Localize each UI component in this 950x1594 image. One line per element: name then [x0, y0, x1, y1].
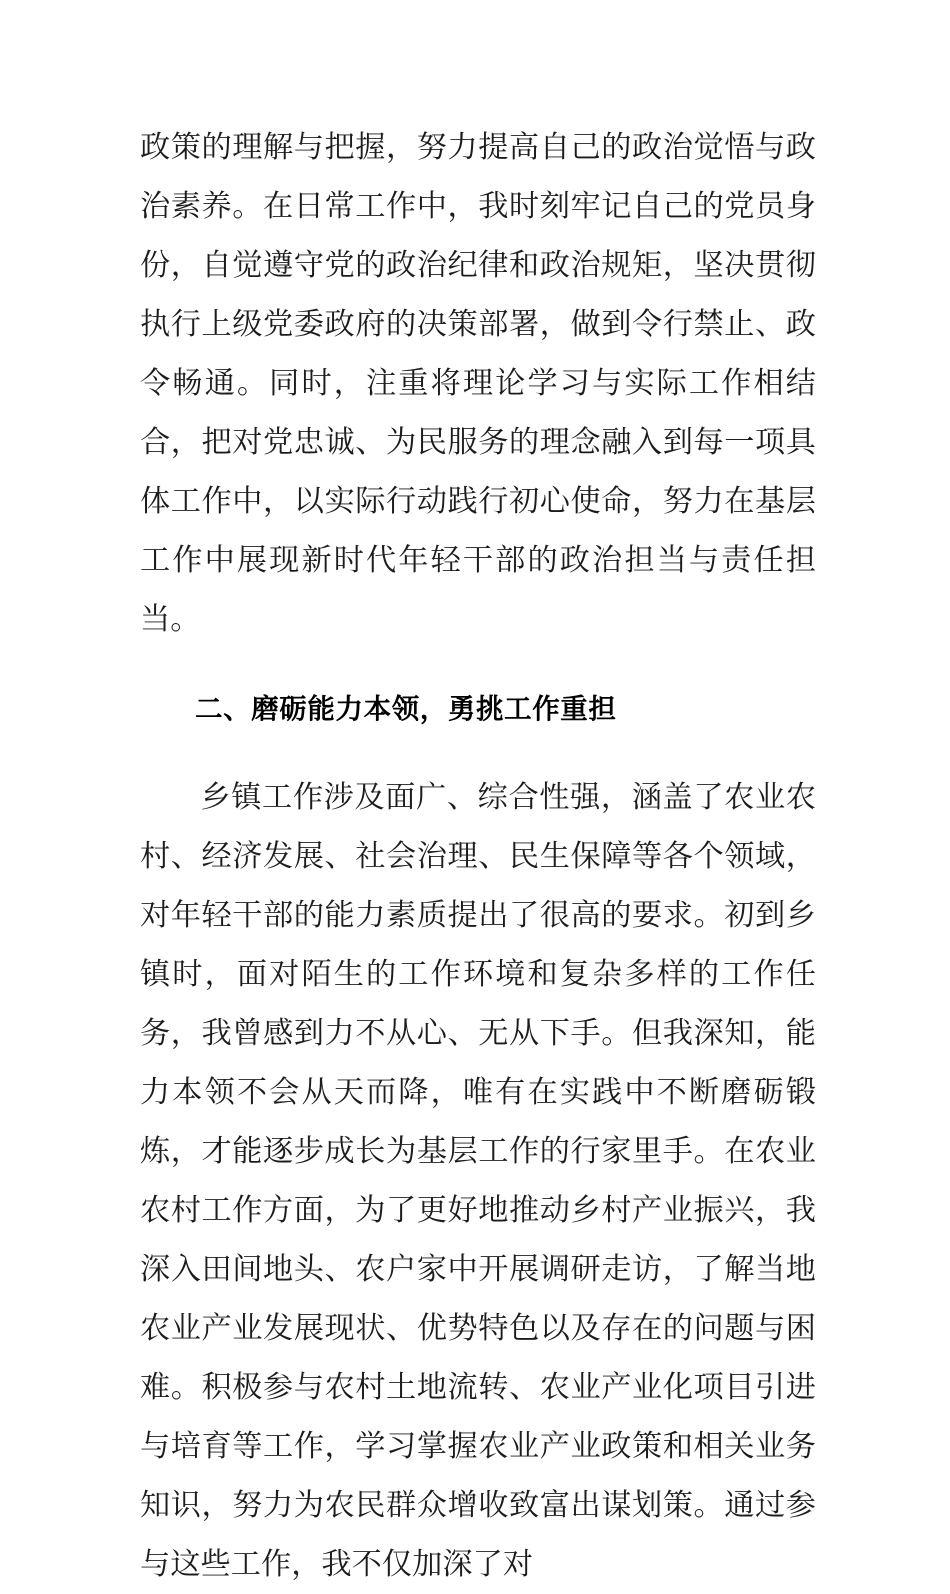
section-heading-two: 二、磨砺能力本领，勇挑工作重担	[195, 693, 617, 724]
paragraph-township-work: 乡镇工作涉及面广、综合性强，涵盖了农业农村、经济发展、社会治理、民生保障等各个领域，对年轻干部的能力素质提出了很高的要求。初到乡镇时，面对陌生的工作环境和复杂多样的工作任务，我曾感到力不从心、无从下手。但我深知，能力本领不会从天而降，唯有在实践中不断磨砺锻炼，才能逐步成长为基层工作的行家里手。在农业农村工作方面，为了更好地推动乡村产业振兴，我深入田间地头、农户家中开展调研走访，了解当地农业产业发展现状、优势特色以及存在的问题与困难。积极参与农村土地流转、农业产业化项目引进与培育等工作，学习掌握农业产业政策和相关业务知识，努力为农民群众增收致富出谋划策。通过参与这些工作，我不仅加深了对	[140, 780, 816, 1582]
paragraph-political-stance: 政策的理解与把握，努力提高自己的政治觉悟与政治素养。在日常工作中，我时刻牢记自己的党员身份，自觉遵守党的政治纪律和政治规矩，坚决贯彻执行上级党委政府的决策部署，做到令行禁止、政令畅通。同时，注重将理论学习与实际工作相结合，把对党忠诚、为民服务的理念融入到每一项具体工作中，以实际行动践行初心使命，努力在基层工作中展现新时代年轻干部的政治担当与责任担当。	[140, 130, 816, 637]
heading-spacer-above	[140, 649, 816, 679]
heading-spacer-below	[140, 738, 816, 768]
document-text-column	[140, 118, 816, 1594]
